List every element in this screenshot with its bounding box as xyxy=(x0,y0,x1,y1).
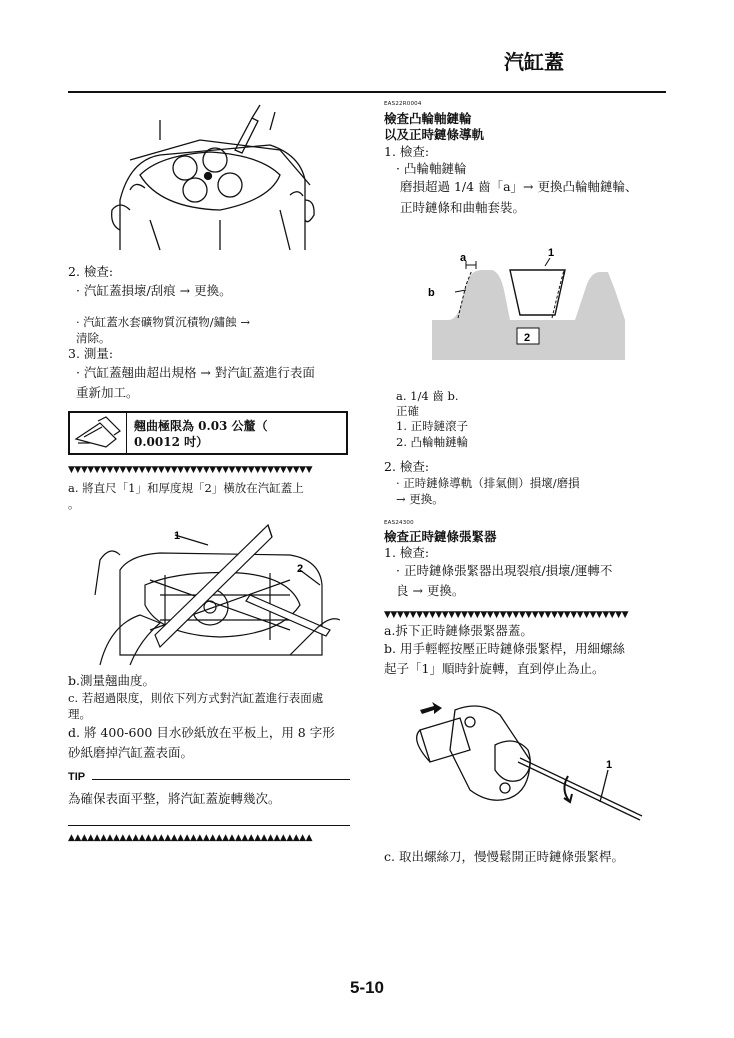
fig3-label-1: 1 xyxy=(606,759,613,771)
step3-item-cont: 重新加工。 xyxy=(76,385,139,400)
sec1-step1: 1. 檢查: xyxy=(384,144,430,159)
sec2-step1-item: · 正時鏈條張緊器出現裂痕/損壞/運轉不 xyxy=(396,563,613,578)
fig2-legend-2: 2. 凸輪軸鏈輪 xyxy=(396,435,469,449)
fig2-legend-a: a. 1/4 齒 b. xyxy=(396,389,459,403)
tip-text: 為確保表面平整，將汽缸蓋旋轉幾次。 xyxy=(68,791,281,806)
warpage-limit xyxy=(134,418,268,450)
procedure-b: b.測量翹曲度。 xyxy=(68,673,155,688)
sec1-step1-desc: 磨損超過 1/4 齒「a」→ 更換凸輪軸鏈輪、 xyxy=(400,179,638,194)
section-title-1-cont: 以及正時鏈條導軌 xyxy=(384,127,485,142)
right-procedure-c: c. 取出螺絲刀，慢慢鬆開正時鏈條張緊桿。 xyxy=(384,849,624,864)
procedure-a: a. 將直尺「1」和厚度規「2」橫放在汽缸蓋上 xyxy=(68,481,304,495)
procedure-c-cont: 理。 xyxy=(68,707,91,721)
straightedge-label: 1 xyxy=(174,530,181,542)
sec1-step1-item: · 凸輪軸鏈輪 xyxy=(396,161,467,176)
procedure-a-cont: 。 xyxy=(68,497,80,511)
fig2-label-1: 1 xyxy=(548,247,555,259)
header-rule-left xyxy=(68,91,358,93)
sec1-step1-desc-cont: 正時鏈條和曲軸套裝。 xyxy=(400,200,526,215)
right-procedure-b-cont: 起子「1」順時針旋轉，直到停止為止。 xyxy=(384,661,605,676)
step2-item2-cont: 清除。 xyxy=(76,331,111,345)
header-rule-right xyxy=(358,91,666,93)
step2-item: · 汽缸蓋損壞/刮痕 → 更換。 xyxy=(76,283,232,298)
procedure-end-marker: ▲▲▲▲▲▲▲▲▲▲▲▲▲▲▲▲▲▲▲▲▲▲▲▲▲▲▲▲▲▲▲▲▲▲▲▲▲▲ xyxy=(68,833,313,843)
sec1-step2-item: · 正時鏈條導軌（排氣側）損壞/磨損 xyxy=(396,476,580,490)
sec2-step1-item-cont: 良 → 更換。 xyxy=(396,583,465,598)
sec1-step2-item-cont: → 更換。 xyxy=(396,492,444,506)
step3-title: 3. 測量: xyxy=(68,346,114,361)
feeler-gauge-label: 2 xyxy=(297,563,304,575)
section-title-1: 檢查凸輪軸鏈輪 xyxy=(384,111,472,126)
tip-bottom-rule xyxy=(68,825,350,826)
fig2-legend-1: 1. 正時鏈滾子 xyxy=(396,419,469,433)
step3-item: · 汽缸蓋翹曲超出規格 → 對汽缸蓋進行表面 xyxy=(76,365,315,380)
spec-box xyxy=(68,411,348,455)
warpage-limit-line1: 翹曲極限為 0.03 公釐（ xyxy=(134,419,268,433)
caliper-icon xyxy=(70,413,126,453)
chain-roller xyxy=(510,270,565,315)
sec1-step2: 2. 檢查: xyxy=(384,459,430,474)
fig2-label-b: b xyxy=(428,287,435,299)
fig2-legend-correct: 正確 xyxy=(396,404,419,418)
cylinder-head-figure xyxy=(100,100,320,258)
procedure-d: d. 將 400-600 目水砂紙放在平板上，用 8 字形 xyxy=(68,725,335,740)
sec2-step1: 1. 檢查: xyxy=(384,545,430,560)
procedure-start-marker-right: ▼▼▼▼▼▼▼▼▼▼▼▼▼▼▼▼▼▼▼▼▼▼▼▼▼▼▼▼▼▼▼▼▼▼▼▼▼▼ xyxy=(384,610,629,620)
caliper-icon-cell xyxy=(70,413,127,453)
push-arrow-icon xyxy=(420,702,442,714)
procedure-c: c. 若超過限度，則依下列方式對汽缸蓋進行表面處 xyxy=(68,691,324,705)
step2-title: 2. 檢查: xyxy=(68,264,114,279)
right-procedure-b: b. 用手輕輕按壓正時鏈條張緊桿，用細螺絲 xyxy=(384,641,625,656)
fig2-label-2: 2 xyxy=(524,332,531,344)
page-title: 汽缸蓋 xyxy=(504,50,564,74)
warpage-limit-line2: 0.0012 吋） xyxy=(134,435,209,449)
tip-rule xyxy=(92,779,350,780)
procedure-start-marker: ▼▼▼▼▼▼▼▼▼▼▼▼▼▼▼▼▼▼▼▼▼▼▼▼▼▼▼▼▼▼▼▼▼▼▼▼▼▼ xyxy=(68,465,313,475)
section-code-1: EAS22R0004 xyxy=(384,101,422,107)
right-procedure-a: a.拆下正時鏈條張緊器蓋。 xyxy=(384,623,533,638)
page-number: 5-10 xyxy=(349,978,385,997)
tensioner-figure xyxy=(400,690,650,840)
tip-label: TIP xyxy=(68,771,86,783)
straightedge-figure xyxy=(90,515,340,675)
fig2-label-a: a xyxy=(460,252,467,264)
step2-item2: · 汽缸蓋水套礦物質沉積物/鏽蝕 → xyxy=(76,315,250,329)
procedure-d-cont: 砂紙磨掉汽缸蓋表面。 xyxy=(68,745,194,760)
section-title-2: 檢查正時鏈條張緊器 xyxy=(384,529,497,544)
section-code-2: EAS24300 xyxy=(384,520,414,526)
sprocket-wear-figure xyxy=(420,240,630,365)
